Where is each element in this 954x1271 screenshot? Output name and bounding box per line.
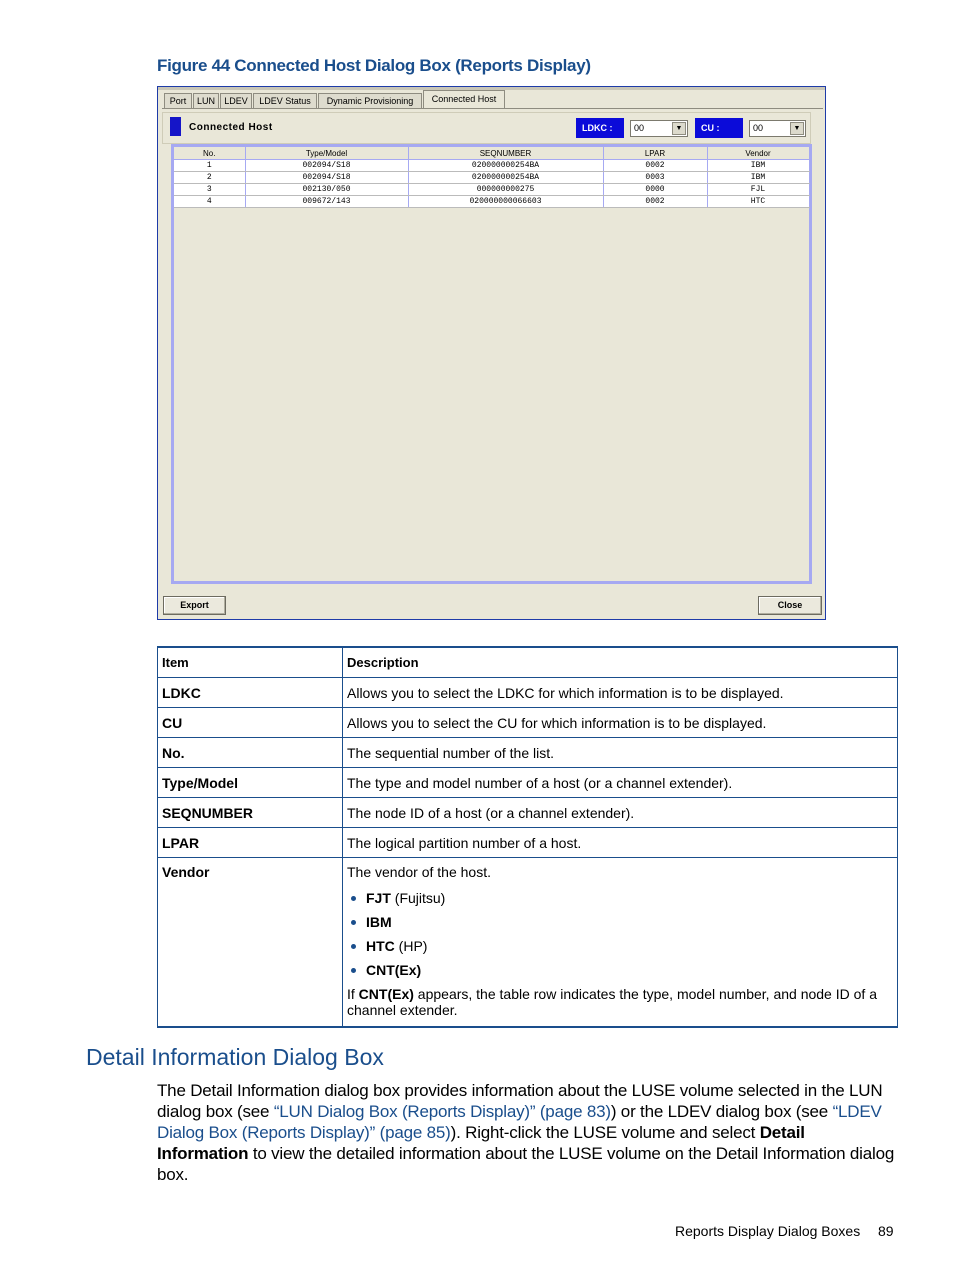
cell-seqnumber: 020000000254BA xyxy=(408,172,603,184)
item-cell: CU xyxy=(158,708,343,738)
header-item: Item xyxy=(158,647,343,678)
body-paragraph xyxy=(157,1080,897,1185)
chevron-down-icon[interactable]: ▼ xyxy=(672,122,686,135)
table-row[interactable] xyxy=(174,184,809,196)
paragraph-bold: Detail Information xyxy=(157,1123,805,1163)
host-table-header xyxy=(174,147,809,160)
chevron-down-icon[interactable]: ▼ xyxy=(790,122,804,135)
table-row[interactable] xyxy=(174,160,809,172)
title-marker-icon xyxy=(170,117,181,136)
vendor-code: HTC xyxy=(366,938,395,954)
figure-caption: Figure 44 Connected Host Dialog Box (Reports Display) xyxy=(157,56,591,75)
cell-lpar: 0003 xyxy=(603,172,707,184)
table-row[interactable] xyxy=(174,172,809,184)
cell-vendor: FJL xyxy=(707,184,809,196)
cell-lpar: 0002 xyxy=(603,196,707,208)
note-prefix: If xyxy=(347,986,355,1002)
tab-connected-host[interactable]: Connected Host xyxy=(423,90,505,109)
item-cell: SEQNUMBER xyxy=(158,798,343,828)
description-cell: The sequential number of the list. xyxy=(343,738,898,768)
column-header-type-model[interactable]: Type/Model xyxy=(245,147,408,160)
description-cell xyxy=(343,858,898,1028)
cell-no: 3 xyxy=(174,184,245,196)
list-item xyxy=(366,958,893,982)
vendor-code: FJT xyxy=(366,890,391,906)
panel-title: Connected Host xyxy=(189,122,273,133)
item-cell: LPAR xyxy=(158,828,343,858)
tab-lun[interactable]: LUN xyxy=(193,93,219,108)
cell-vendor: IBM xyxy=(707,160,809,172)
ldkc-label: LDKC : xyxy=(576,118,624,138)
ldkc-select[interactable] xyxy=(630,120,688,137)
item-cell: Vendor xyxy=(158,858,343,1028)
tab-dynamic-provisioning[interactable]: Dynamic Provisioning xyxy=(318,93,422,108)
vendor-note: (HP) xyxy=(398,938,428,954)
table-row xyxy=(158,858,898,1028)
section-heading: Detail Information Dialog Box xyxy=(86,1044,384,1070)
cu-select[interactable] xyxy=(749,120,806,137)
list-item xyxy=(366,886,893,910)
tab-ldev[interactable]: LDEV xyxy=(220,93,252,108)
cu-label: CU : xyxy=(695,118,743,138)
cell-seqnumber: 020000000066603 xyxy=(408,196,603,208)
table-row xyxy=(158,828,898,858)
lun-dialog-link[interactable]: “LUN Dialog Box (Reports Display)” (page 83) xyxy=(273,1102,611,1121)
cell-no: 1 xyxy=(174,160,245,172)
host-table xyxy=(174,147,810,208)
paragraph-text: ). Right-click the LUSE volume and select xyxy=(450,1123,760,1142)
vendor-note-paragraph xyxy=(347,986,893,1018)
paragraph-text: ) or the LDEV dialog box (see xyxy=(610,1102,833,1121)
ldev-dialog-link[interactable]: “LDEV Dialog Box (Reports Display)” (page 85) xyxy=(157,1102,882,1142)
cell-type-model: 002130/050 xyxy=(245,184,408,196)
paragraph-text: The Detail Information dialog box provides information about the LUSE volume selected in the LUN dialog box (see xyxy=(157,1081,883,1121)
list-item xyxy=(366,934,893,958)
cell-seqnumber: 000000000275 xyxy=(408,184,603,196)
description-cell: The type and model number of a host (or a channel extender). xyxy=(343,768,898,798)
close-button[interactable]: Close xyxy=(758,596,822,615)
table-row[interactable] xyxy=(174,196,809,208)
cell-vendor: IBM xyxy=(707,172,809,184)
table-row xyxy=(158,768,898,798)
vendor-list xyxy=(347,886,893,982)
vendor-intro: The vendor of the host. xyxy=(347,864,491,880)
cell-vendor: HTC xyxy=(707,196,809,208)
table-row xyxy=(158,798,898,828)
vendor-code: IBM xyxy=(366,914,392,930)
tab-strip-line xyxy=(162,108,823,109)
description-cell: Allows you to select the LDKC for which information is to be displayed. xyxy=(343,678,898,708)
cell-type-model: 002094/S18 xyxy=(245,160,408,172)
note-code: CNT(Ex) xyxy=(358,986,414,1002)
ldkc-value: 00 xyxy=(634,123,645,133)
tab-port[interactable]: Port xyxy=(164,93,192,108)
page-number: 89 xyxy=(878,1223,894,1239)
cell-type-model: 009672/143 xyxy=(245,196,408,208)
tab-ldev-status[interactable]: LDEV Status xyxy=(253,93,317,108)
note-rest: appears, the table row indicates the type, model number, and node ID of a channel extender. xyxy=(347,986,877,1018)
table-row xyxy=(158,738,898,768)
table-row xyxy=(158,708,898,738)
cu-value: 00 xyxy=(753,123,764,133)
item-cell: No. xyxy=(158,738,343,768)
cell-lpar: 0000 xyxy=(603,184,707,196)
table-row xyxy=(158,678,898,708)
cell-type-model: 002094/S18 xyxy=(245,172,408,184)
vendor-note: (Fujitsu) xyxy=(394,890,446,906)
column-header-lpar[interactable]: LPAR xyxy=(603,147,707,160)
connected-host-dialog-screenshot xyxy=(157,86,826,620)
item-cell: Type/Model xyxy=(158,768,343,798)
description-table xyxy=(157,646,898,1028)
cell-lpar: 0002 xyxy=(603,160,707,172)
host-table-panel xyxy=(171,144,812,584)
description-cell: The node ID of a host (or a channel extender). xyxy=(343,798,898,828)
column-header-vendor[interactable]: Vendor xyxy=(707,147,809,160)
cell-no: 2 xyxy=(174,172,245,184)
cell-no: 4 xyxy=(174,196,245,208)
paragraph-text: to view the detailed information about the LUSE volume on the Detail Information dialog box. xyxy=(157,1144,895,1184)
footer-section-title: Reports Display Dialog Boxes xyxy=(675,1223,861,1239)
description-cell: The logical partition number of a host. xyxy=(343,828,898,858)
item-cell: LDKC xyxy=(158,678,343,708)
description-table-header xyxy=(158,647,898,678)
cell-seqnumber: 020000000254BA xyxy=(408,160,603,172)
column-header-seqnumber[interactable]: SEQNUMBER xyxy=(408,147,603,160)
header-description: Description xyxy=(343,647,898,678)
list-item xyxy=(366,910,893,934)
description-cell: Allows you to select the CU for which information is to be displayed. xyxy=(343,708,898,738)
export-button[interactable]: Export xyxy=(163,596,226,615)
column-header-no[interactable]: No. xyxy=(174,147,245,160)
vendor-code: CNT(Ex) xyxy=(366,962,422,978)
